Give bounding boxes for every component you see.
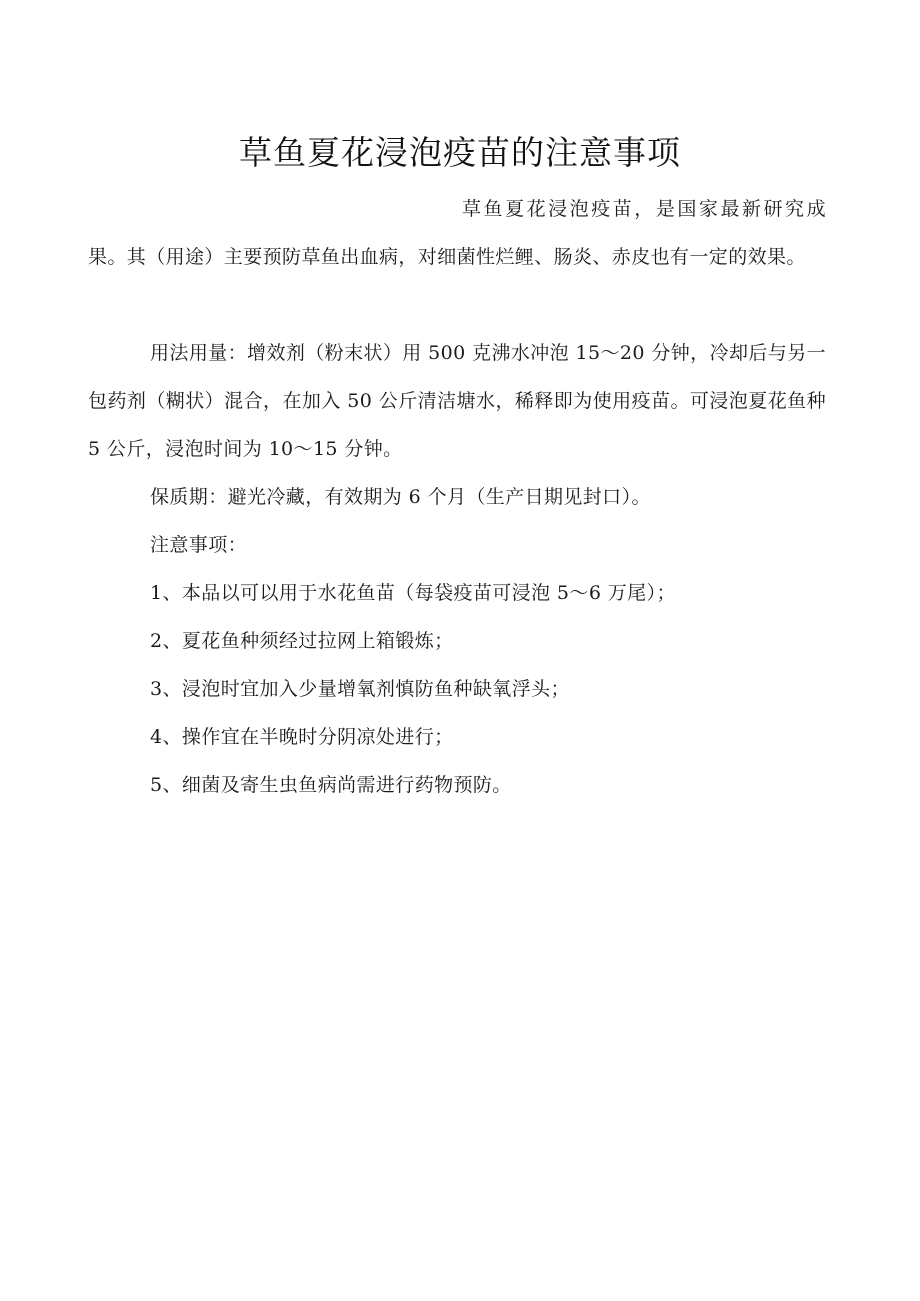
document-title: 草鱼夏花浸泡疫苗的注意事项	[239, 133, 681, 172]
list-item: 1、本品以可以用于水花鱼苗（每袋疫苗可浸泡 5～6 万尾）；	[150, 582, 676, 604]
shelf-life-paragraph: 保质期：避光冷藏，有效期为 6 个月（生产日期见封口）。	[150, 486, 651, 508]
notes-list	[150, 569, 830, 809]
intro-paragraph: 草鱼夏花浸泡疫苗，是国家最新研究成果。其（用途）主要预防草鱼出血病，对细菌性烂鲤、肠炎、赤皮也有一定的效果。	[88, 198, 826, 268]
list-item: 4、操作宜在半晚时分阴凉处进行；	[150, 726, 454, 748]
list-item: 5、细菌及寄生虫鱼病尚需进行药物预防。	[150, 774, 512, 796]
notes-heading: 注意事项：	[150, 534, 248, 556]
list-item: 3、浸泡时宜加入少量增氧剂慎防鱼种缺氧浮头；	[150, 678, 570, 700]
usage-paragraph: 用法用量：增效剂（粉末状）用 500 克沸水冲泡 15～20 分钟，冷却后与另一包药剂（糊状）混合，在加入 50 公斤清洁塘水，稀释即为使用疫苗。可浸泡夏花鱼种 5 公斤，浸泡时间为 10～15 分钟。	[88, 342, 826, 460]
list-item: 2、夏花鱼种须经过拉网上箱锻炼；	[150, 630, 454, 652]
